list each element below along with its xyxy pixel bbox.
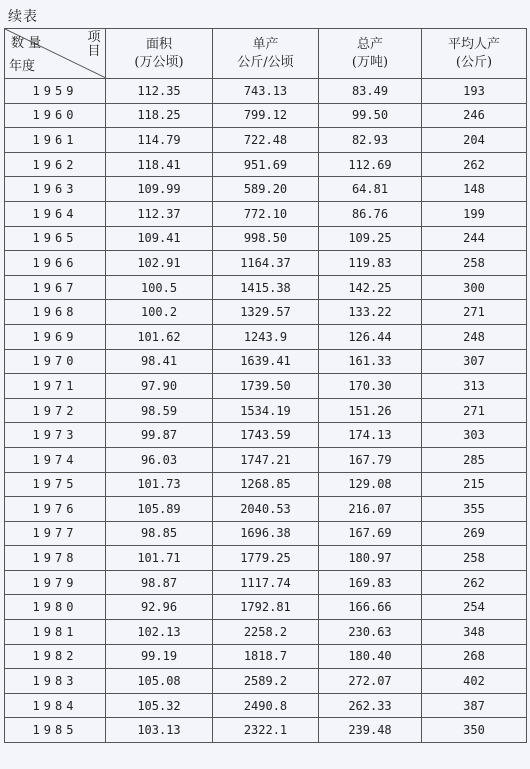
corner-header-cell [5,29,106,79]
year-cell: 1973 [5,423,106,448]
total-cell: 239.48 [319,718,422,743]
total-cell: 151.26 [319,398,422,423]
total-cell: 272.07 [319,669,422,694]
area-cell: 105.08 [106,669,213,694]
yield-cell: 1534.19 [213,398,319,423]
column-header-total [319,29,422,79]
per-capita-cell: 348 [422,620,527,645]
table-row [5,398,527,423]
per-capita-cell: 350 [422,718,527,743]
per-capita-cell: 313 [422,374,527,399]
per-capita-cell: 262 [422,152,527,177]
per-capita-cell: 148 [422,177,527,202]
table-row [5,423,527,448]
per-capita-cell: 248 [422,324,527,349]
total-cell: 129.08 [319,472,422,497]
column-unit: (万吨) [351,54,389,70]
year-cell: 1985 [5,718,106,743]
per-capita-cell: 254 [422,595,527,620]
table-row [5,595,527,620]
total-cell: 142.25 [319,275,422,300]
yield-cell: 2322.1 [213,718,319,743]
column-name: 面积 [145,36,172,52]
year-cell: 1972 [5,398,106,423]
area-cell: 98.85 [106,521,213,546]
per-capita-cell: 246 [422,103,527,128]
per-capita-cell: 204 [422,128,527,153]
area-cell: 109.99 [106,177,213,202]
total-cell: 167.69 [319,521,422,546]
per-capita-cell: 271 [422,300,527,325]
total-cell: 167.79 [319,447,422,472]
table-row [5,718,527,743]
total-cell: 133.22 [319,300,422,325]
total-cell: 169.83 [319,570,422,595]
table-row [5,644,527,669]
corner-label-item: 项 目 [87,30,101,59]
total-cell: 180.97 [319,546,422,571]
area-cell: 101.71 [106,546,213,571]
column-header-area [106,29,213,79]
total-cell: 216.07 [319,497,422,522]
total-cell: 126.44 [319,324,422,349]
area-cell: 96.03 [106,447,213,472]
year-cell: 1963 [5,177,106,202]
year-cell: 1969 [5,324,106,349]
table-row [5,620,527,645]
table-row [5,349,527,374]
table-row [5,669,527,694]
year-cell: 1965 [5,226,106,251]
area-cell: 98.87 [106,570,213,595]
table-caption: 续表 [8,9,38,25]
total-cell: 262.33 [319,693,422,718]
column-unit: 公斤/公顷 [237,54,294,70]
year-cell: 1974 [5,447,106,472]
year-cell: 1960 [5,103,106,128]
yield-cell: 1329.57 [213,300,319,325]
area-cell: 101.73 [106,472,213,497]
area-cell: 112.37 [106,201,213,226]
table-header-row [5,29,527,79]
yield-cell: 1164.37 [213,251,319,276]
yield-cell: 1747.21 [213,447,319,472]
table-row [5,177,527,202]
total-cell: 180.40 [319,644,422,669]
yield-cell: 772.10 [213,201,319,226]
column-unit: (公斤) [455,54,493,70]
year-cell: 1980 [5,595,106,620]
year-cell: 1964 [5,201,106,226]
per-capita-cell: 268 [422,644,527,669]
yield-cell: 1779.25 [213,546,319,571]
data-table [4,28,527,743]
table-row [5,374,527,399]
per-capita-cell: 402 [422,669,527,694]
area-cell: 92.96 [106,595,213,620]
per-capita-cell: 193 [422,79,527,104]
table-row [5,275,527,300]
total-cell: 174.13 [319,423,422,448]
per-capita-cell: 258 [422,546,527,571]
table-row [5,546,527,571]
per-capita-cell: 215 [422,472,527,497]
yield-cell: 589.20 [213,177,319,202]
year-cell: 1977 [5,521,106,546]
yield-cell: 799.12 [213,103,319,128]
yield-cell: 1743.59 [213,423,319,448]
area-cell: 118.41 [106,152,213,177]
year-cell: 1976 [5,497,106,522]
table-row [5,497,527,522]
total-cell: 161.33 [319,349,422,374]
per-capita-cell: 269 [422,521,527,546]
yield-cell: 1268.85 [213,472,319,497]
table-row [5,226,527,251]
area-cell: 109.41 [106,226,213,251]
per-capita-cell: 262 [422,570,527,595]
column-header-per-capita [422,29,527,79]
year-cell: 1983 [5,669,106,694]
per-capita-cell: 258 [422,251,527,276]
table-row [5,201,527,226]
total-cell: 119.83 [319,251,422,276]
year-cell: 1982 [5,644,106,669]
per-capita-cell: 355 [422,497,527,522]
table-row [5,324,527,349]
yield-cell: 1696.38 [213,521,319,546]
area-cell: 100.2 [106,300,213,325]
yield-cell: 1639.41 [213,349,319,374]
yield-cell: 1818.7 [213,644,319,669]
area-cell: 112.35 [106,79,213,104]
yield-cell: 1792.81 [213,595,319,620]
yield-cell: 951.69 [213,152,319,177]
area-cell: 97.90 [106,374,213,399]
total-cell: 166.66 [319,595,422,620]
column-unit: (万公顷) [134,54,184,70]
total-cell: 64.81 [319,177,422,202]
total-cell: 99.50 [319,103,422,128]
per-capita-cell: 285 [422,447,527,472]
year-cell: 1967 [5,275,106,300]
yield-cell: 1415.38 [213,275,319,300]
area-cell: 102.13 [106,620,213,645]
year-cell: 1959 [5,79,106,104]
total-cell: 109.25 [319,226,422,251]
table-row [5,251,527,276]
total-cell: 86.76 [319,201,422,226]
yield-cell: 2490.8 [213,693,319,718]
table-row [5,472,527,497]
per-capita-cell: 244 [422,226,527,251]
area-cell: 100.5 [106,275,213,300]
area-cell: 105.32 [106,693,213,718]
total-cell: 170.30 [319,374,422,399]
total-cell: 112.69 [319,152,422,177]
area-cell: 102.91 [106,251,213,276]
column-name: 单产 [252,36,279,52]
area-cell: 114.79 [106,128,213,153]
area-cell: 99.87 [106,423,213,448]
area-cell: 105.89 [106,497,213,522]
area-cell: 103.13 [106,718,213,743]
area-cell: 101.62 [106,324,213,349]
year-cell: 1978 [5,546,106,571]
per-capita-cell: 271 [422,398,527,423]
yield-cell: 1117.74 [213,570,319,595]
yield-cell: 2589.2 [213,669,319,694]
table-row [5,103,527,128]
table-body [5,79,527,743]
area-cell: 98.41 [106,349,213,374]
yield-cell: 722.48 [213,128,319,153]
table-row [5,693,527,718]
year-cell: 1968 [5,300,106,325]
year-cell: 1970 [5,349,106,374]
corner-label-quantity: 数 量 [11,36,42,51]
per-capita-cell: 303 [422,423,527,448]
yield-cell: 1243.9 [213,324,319,349]
year-cell: 1961 [5,128,106,153]
year-cell: 1975 [5,472,106,497]
year-cell: 1984 [5,693,106,718]
corner-label-year: 年度 [9,59,36,74]
total-cell: 83.49 [319,79,422,104]
total-cell: 82.93 [319,128,422,153]
yield-cell: 1739.50 [213,374,319,399]
table-row [5,570,527,595]
table-row [5,79,527,104]
per-capita-cell: 387 [422,693,527,718]
per-capita-cell: 300 [422,275,527,300]
total-cell: 230.63 [319,620,422,645]
year-cell: 1971 [5,374,106,399]
year-cell: 1962 [5,152,106,177]
per-capita-cell: 307 [422,349,527,374]
year-cell: 1966 [5,251,106,276]
table-row [5,152,527,177]
table-row [5,521,527,546]
column-name: 总产 [356,36,383,52]
table-row [5,300,527,325]
yield-cell: 743.13 [213,79,319,104]
table-row [5,128,527,153]
yield-cell: 2040.53 [213,497,319,522]
area-cell: 99.19 [106,644,213,669]
table-row [5,447,527,472]
column-name: 平均人产 [447,36,500,52]
year-cell: 1979 [5,570,106,595]
area-cell: 98.59 [106,398,213,423]
per-capita-cell: 199 [422,201,527,226]
column-header-yield [213,29,319,79]
year-cell: 1981 [5,620,106,645]
area-cell: 118.25 [106,103,213,128]
yield-cell: 998.50 [213,226,319,251]
yield-cell: 2258.2 [213,620,319,645]
